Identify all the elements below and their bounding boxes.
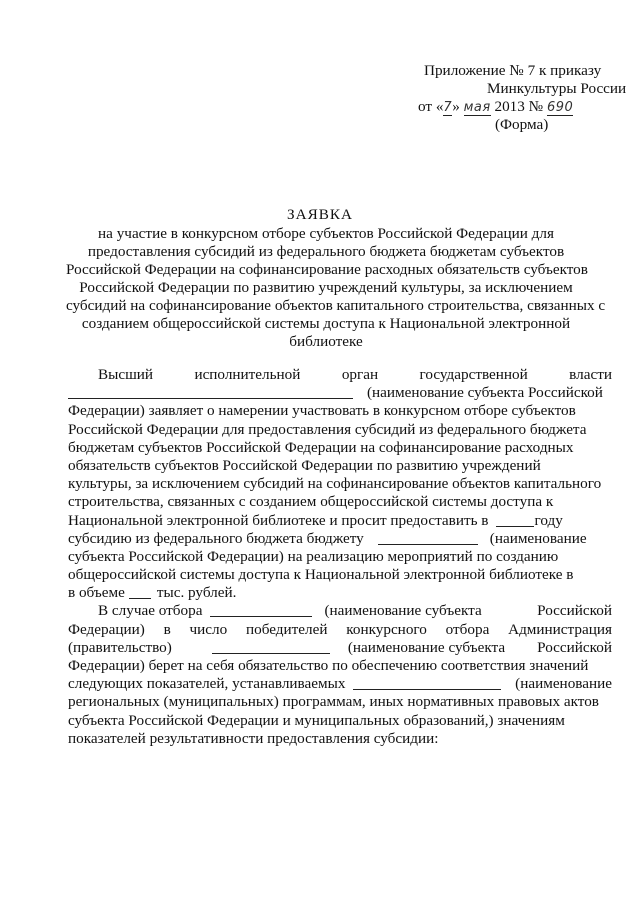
word: власти <box>569 366 612 383</box>
word: исполнительной <box>194 366 301 383</box>
paragraph-line <box>68 384 612 402</box>
word: конкурсного <box>346 620 427 638</box>
subtitle-line: библиотеке <box>289 333 363 350</box>
line-text: региональных (муниципальных) программам, иных нормативных правовых актов <box>68 693 599 711</box>
paragraph-line <box>68 602 612 620</box>
line-text: (наименование <box>489 529 587 547</box>
paragraph-line <box>68 621 612 639</box>
line-text: В случае отбора <box>98 602 203 620</box>
line-text: в объеме <box>68 584 125 602</box>
document-title: ЗАЯВКА <box>287 206 353 223</box>
line-text: культуры, за исключением субсидий на софинансирование объектов капитального <box>68 475 602 493</box>
paragraph-line <box>68 421 612 439</box>
paragraph-line <box>68 457 612 475</box>
line-text: Национальной электронной библиотеке и просит предоставить в <box>68 511 489 529</box>
word: Высший <box>98 366 154 383</box>
order-month: мая <box>463 100 491 115</box>
paragraph-line <box>68 566 612 584</box>
line-text: (наименование субъекта <box>347 638 506 656</box>
word: победителей <box>246 620 328 638</box>
paragraph-line <box>68 493 612 511</box>
paragraph-line <box>68 730 612 748</box>
line-text: (наименование <box>515 675 612 693</box>
form-label: (Форма) <box>495 116 549 133</box>
word: орган <box>341 366 379 383</box>
line-text: бюджетам субъектов Российской Федерации на софинансирование расходных <box>68 438 574 456</box>
line-text: строительства, связанных с созданием общероссийской системы доступа к <box>68 493 554 511</box>
paragraph-line <box>68 530 612 548</box>
paragraph-line <box>68 439 612 457</box>
paragraph-line <box>68 475 612 493</box>
paragraph-line <box>68 657 612 675</box>
word: государственной <box>419 366 528 383</box>
appendix-header <box>400 62 627 134</box>
line-text: Федерации) берет на себя обязательство по обеспечению соответствия значений <box>68 657 589 674</box>
paragraph-line <box>68 639 612 657</box>
order-year: 2013 № <box>490 98 547 115</box>
paragraph-line <box>68 366 612 384</box>
paragraph-line <box>68 675 612 693</box>
document-subtitle <box>66 225 606 351</box>
subtitle-line: на участие в конкурсном отборе субъектов Российской Федерации для <box>98 225 554 242</box>
line-text: году <box>534 511 563 529</box>
paragraph-line <box>68 402 612 420</box>
ministry-line: Минкультуры России <box>487 80 627 97</box>
word: Администрация <box>508 620 612 638</box>
date-prefix: от « <box>418 98 444 115</box>
order-date-line <box>400 98 615 116</box>
line-text: субсидию из федерального бюджета бюджету <box>68 529 364 547</box>
line-text: (наименование субъекта Российской <box>367 384 603 402</box>
government-subject-blank <box>212 639 330 654</box>
line-text: (правительство) <box>68 638 172 656</box>
appendix-line: Приложение № 7 к приказу <box>424 62 602 79</box>
selection-subject-blank <box>210 602 312 617</box>
subtitle-line: Российской Федерации по развитию учреждений культуры, за исключением <box>79 279 573 296</box>
line-text: субъекта Российской Федерации и муниципальных образований,) значениям <box>68 711 565 729</box>
subtitle-line: созданием общероссийской системы доступа к Национальной электронной <box>81 315 571 332</box>
line-text: Российской <box>537 638 612 656</box>
paragraph-line <box>68 512 612 530</box>
order-day: 7 <box>443 100 453 115</box>
subject-name-blank <box>68 384 353 399</box>
line-text: тыс. рублей. <box>156 584 237 602</box>
word: в <box>163 620 171 638</box>
line-text: Федерации) заявляет о намерении участвовать в конкурсном отборе субъектов <box>68 402 576 420</box>
paragraph-line <box>68 584 612 602</box>
amount-blank <box>129 584 151 599</box>
subtitle-line: Российской Федерации на софинансирование расходных обязательств субъектов <box>66 261 588 278</box>
line-text: (наименование субъекта <box>324 602 482 620</box>
line-text: следующих показателей, устанавливаемых <box>68 675 346 693</box>
paragraph-line <box>68 693 612 711</box>
line-text: общероссийской системы доступа к Национальной электронной библиотеке в <box>68 566 574 584</box>
paragraph-line <box>68 548 612 566</box>
document-body <box>68 366 612 748</box>
line-text: Российской <box>537 602 612 620</box>
line-text: обязательств субъектов Российской Федерации по развитию учреждений <box>68 456 541 474</box>
subtitle-line: субсидий на софинансирование объектов капитального строительства, связанных с <box>66 297 606 314</box>
subtitle-line: предоставления субсидий из федерального бюджета бюджетам субъектов <box>87 243 565 260</box>
word: число <box>189 620 228 638</box>
line-text: Российской Федерации для предоставления субсидий из федерального бюджета <box>68 420 587 438</box>
line-text: показателей результативности предоставления субсидии: <box>68 729 439 747</box>
word: отбора <box>445 620 490 638</box>
date-mid: » <box>452 98 464 115</box>
established-by-blank <box>353 675 501 690</box>
paragraph-line <box>68 712 612 730</box>
budget-recipient-blank <box>378 530 478 545</box>
order-number: 690 <box>546 100 574 115</box>
line-text: субъекта Российской Федерации) на реализацию мероприятий по созданию <box>68 547 559 565</box>
word: Федерации) <box>68 620 145 638</box>
year-blank <box>496 512 534 527</box>
